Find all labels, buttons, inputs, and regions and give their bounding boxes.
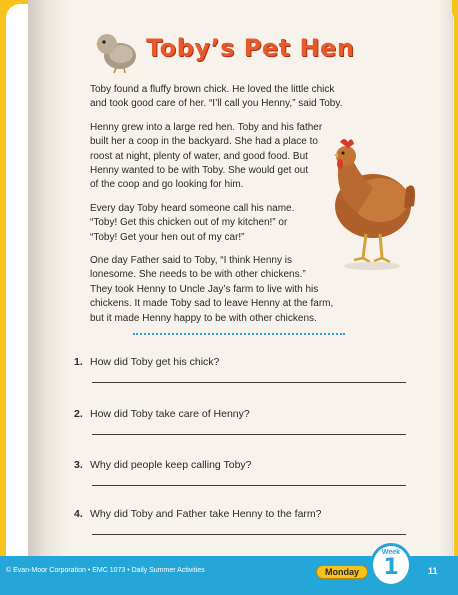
story-line: of the coop and go looking for him. bbox=[90, 179, 244, 191]
question-number: 1. bbox=[74, 356, 83, 368]
day-badge: Monday bbox=[316, 565, 368, 579]
story-line: roost at night, plenty of water, and good food. But bbox=[90, 150, 308, 162]
question-1 bbox=[74, 352, 414, 370]
week-label: Week bbox=[381, 549, 401, 556]
hen-illustration-icon bbox=[318, 128, 418, 278]
week-number: 1 bbox=[383, 555, 399, 580]
section-divider bbox=[133, 333, 345, 335]
answer-line[interactable] bbox=[92, 382, 406, 383]
page-edge bbox=[438, 0, 452, 556]
question-3 bbox=[74, 455, 414, 473]
question-text: How did Toby take care of Henny? bbox=[90, 408, 250, 420]
question-number: 2. bbox=[74, 408, 83, 420]
story-line: built her a coop in the backyard. She had a place to bbox=[90, 136, 318, 148]
question-number: 3. bbox=[74, 459, 83, 471]
copyright-text: © Evan-Moor Corporation • EMC 1073 • Daily Summer Activities bbox=[6, 567, 205, 574]
question-text: Why did people keep calling Toby? bbox=[90, 459, 252, 471]
story-line: but it made Henny happy to be with other chickens. bbox=[90, 312, 317, 324]
answer-line[interactable] bbox=[92, 485, 406, 486]
story-line: chickens. It made Toby sad to leave Henny at the farm, bbox=[90, 298, 334, 310]
answer-line[interactable] bbox=[92, 434, 406, 435]
question-4 bbox=[74, 504, 414, 522]
story-line: Every day Toby heard someone call his name. bbox=[90, 202, 295, 214]
story-line: and took good care of her. “I’ll call you Henny,” said Toby. bbox=[90, 98, 343, 110]
story-line: “Toby! Get this chicken out of my kitchen!” or bbox=[90, 217, 288, 229]
story-line: They took Henny to Uncle Jay’s farm to live with his bbox=[90, 283, 319, 295]
story-paragraph bbox=[90, 83, 362, 112]
story-line: Toby found a fluffy brown chick. He loved the little chick bbox=[90, 84, 335, 95]
page-number: 11 bbox=[428, 566, 438, 576]
story-line: One day Father said to Toby, “I think Henny is bbox=[90, 255, 292, 267]
story-title: Toby’s Pet Hen bbox=[146, 34, 355, 62]
week-badge bbox=[370, 543, 412, 587]
story-line: “Toby! Get your hen out of my car!” bbox=[90, 231, 245, 243]
book-spine bbox=[28, 0, 68, 556]
question-text: Why did Toby and Father take Henny to the farm? bbox=[90, 508, 322, 520]
story-line: Henny wanted to be with Toby. She would get out bbox=[90, 165, 309, 177]
chick-illustration-icon bbox=[92, 24, 142, 74]
answer-line[interactable] bbox=[92, 534, 406, 535]
story-line: Henny grew into a large red hen. Toby and his father bbox=[90, 121, 323, 133]
story-line: lonesome. She needs to be with other chickens.” bbox=[90, 269, 306, 281]
question-number: 4. bbox=[74, 508, 83, 520]
question-2 bbox=[74, 404, 414, 422]
question-text: How did Toby get his chick? bbox=[90, 356, 220, 368]
